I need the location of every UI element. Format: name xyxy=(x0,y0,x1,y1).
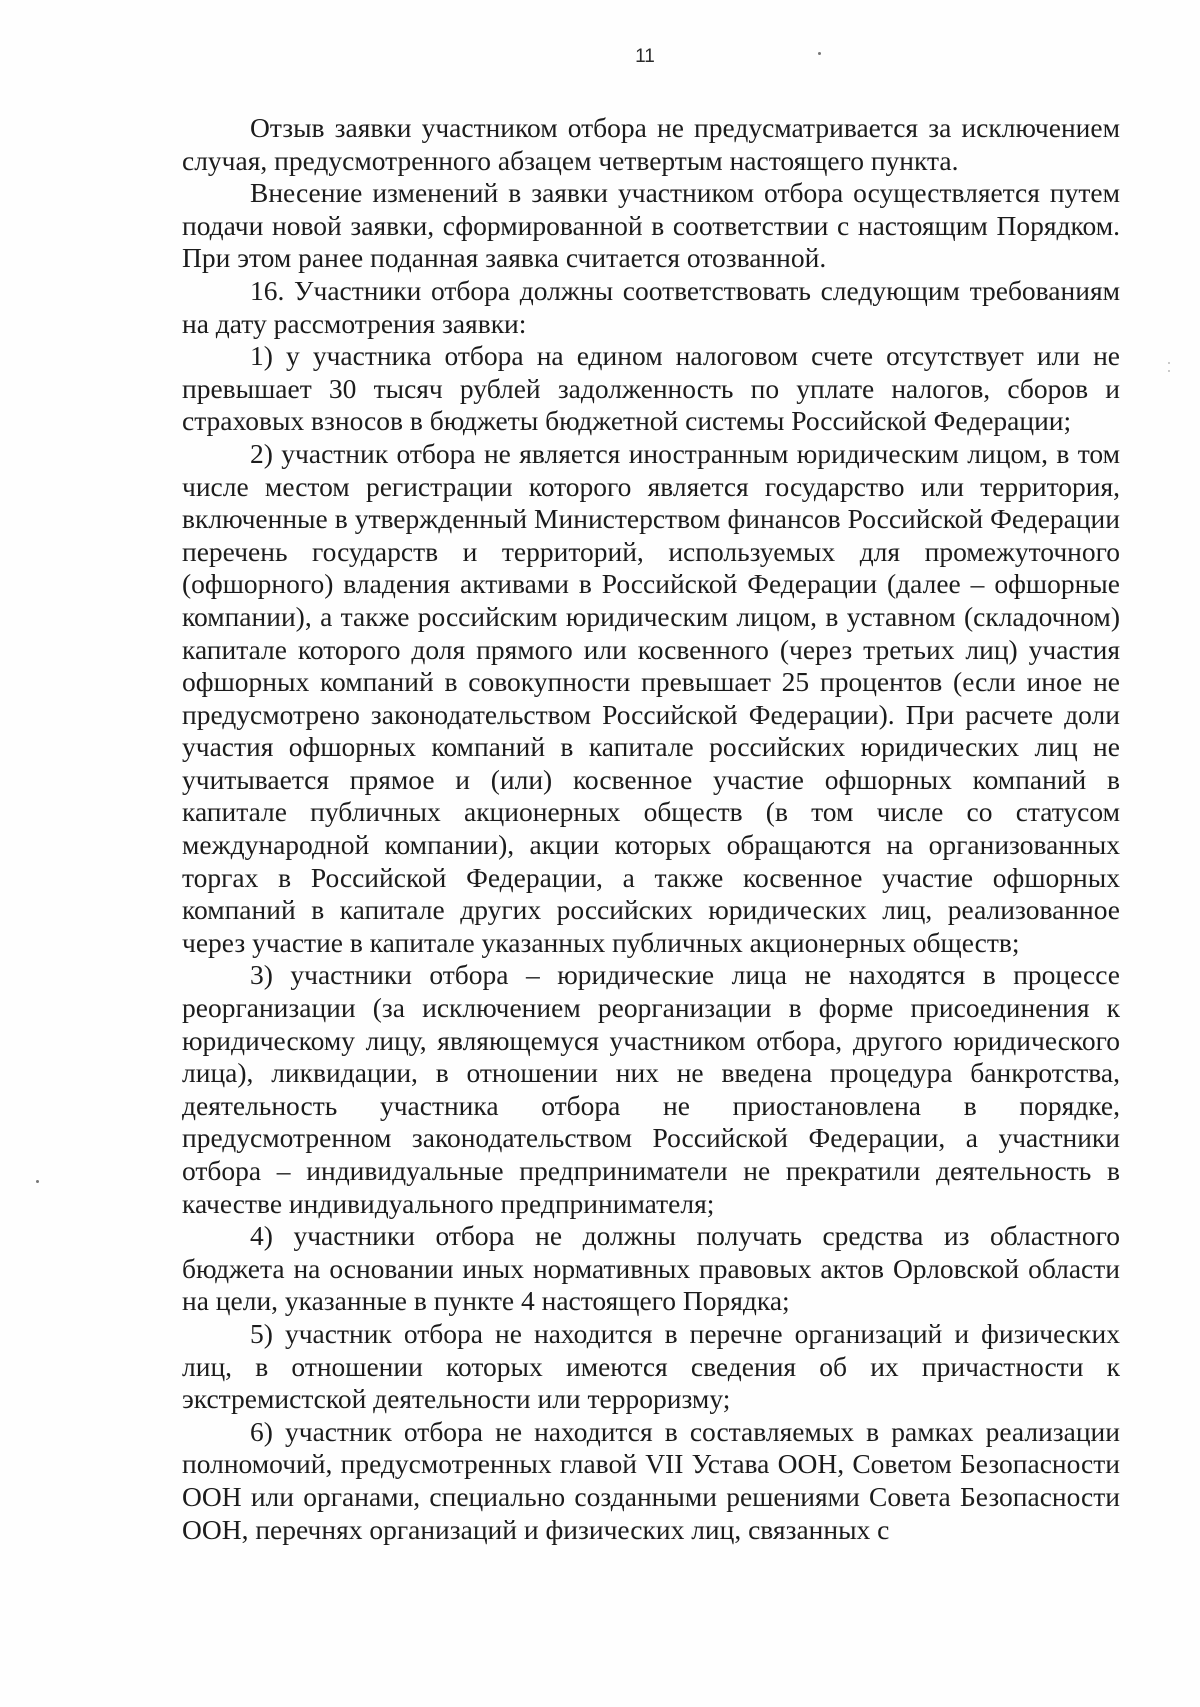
scan-speck xyxy=(818,52,821,55)
scan-speck xyxy=(1168,370,1170,372)
scan-speck xyxy=(1168,362,1170,364)
paragraph-requirement-6: 6) участник отбора не находится в составляемых в рамках реализации полномочий, предусмотренных главой VII Устава ООН, Советом Безопасности ООН или органами, специально созданными решениями Совета Безопасности ООН, перечнях организаций и физических лиц, связанных с xyxy=(182,1415,1120,1545)
paragraph-withdrawal: Отзыв заявки участником отбора не предусматривается за исключением случая, предусмотренного абзацем четвертым настоящего пункта. xyxy=(182,112,1120,176)
scan-speck xyxy=(36,1180,39,1183)
page-number: 11 xyxy=(635,46,655,67)
paragraph-requirement-4: 4) участники отбора не должны получать средства из областного бюджета на основании иных нормативных правовых актов Орловской области на цели, указанные в пункте 4 настоящего Порядка; xyxy=(182,1220,1120,1317)
paragraph-changes: Внесение изменений в заявки участником отбора осуществляется путем подачи новой заявки, сформированной в соответствии с настоящим Порядком. При этом ранее поданная заявка считается отозванной. xyxy=(182,177,1120,274)
paragraph-requirement-5: 5) участник отбора не находится в перечне организаций и физических лиц, в отношении которых имеются сведения об их причастности к экстремистской деятельности или терроризму; xyxy=(182,1317,1120,1415)
paragraph-requirement-2: 2) участник отбора не является иностранным юридическим лицом, в том числе местом регистрации которого является государство или территория, включенные в утвержденный Министерством финансов Российской Федерации перечень государств и территорий, используемых для промежуточного (офшорного) владения активами в Российской Федерации (далее – офшорные компании), а также российским юридическим лицом, в уставном (складочном) капитале которого доля прямого или косвенного (через третьих лиц) участия офшорных компаний в совокупности превышает 25 процентов (если иное не предусмотрено законодательством Российской Федерации). При расчете доли участия офшорных компаний в капитале российских юридических лиц не учитывается прямое и (или) косвенное участие офшорных компаний в капитале публичных акционерных обществ (в том числе со статусом международной компании), акции которых обращаются на организованных торгах в Российской Федерации, а также косвенное участие офшорных компаний в капитале других российских юридических лиц, реализованное через участие в капитале указанных публичных акционерных обществ; xyxy=(182,437,1120,958)
paragraph-requirement-1: 1) у участника отбора на едином налоговом счете отсутствует или не превышает 30 тысяч рублей задолженность по уплате налогов, сборов и страховых взносов в бюджеты бюджетной системы Российской Федерации; xyxy=(182,340,1120,437)
paragraph-item-16: 16. Участники отбора должны соответствовать следующим требованиям на дату рассмотрения заявки: xyxy=(182,274,1120,339)
paragraph-requirement-3: 3) участники отбора – юридические лица не находятся в процессе реорганизации (за исключением реорганизации в форме присоединения к юридическому лицу, являющемуся участником отбора, другого юридического лица), ликвидации, в отношении них не введена процедура банкротства, деятельность участника отбора не приостановлена в порядке, предусмотренном законодательством Российской Федерации, а участники отбора – индивидуальные предприниматели не прекратили деятельность в качестве индивидуального предпринимателя; xyxy=(182,959,1120,1219)
document-body xyxy=(182,112,1120,1546)
